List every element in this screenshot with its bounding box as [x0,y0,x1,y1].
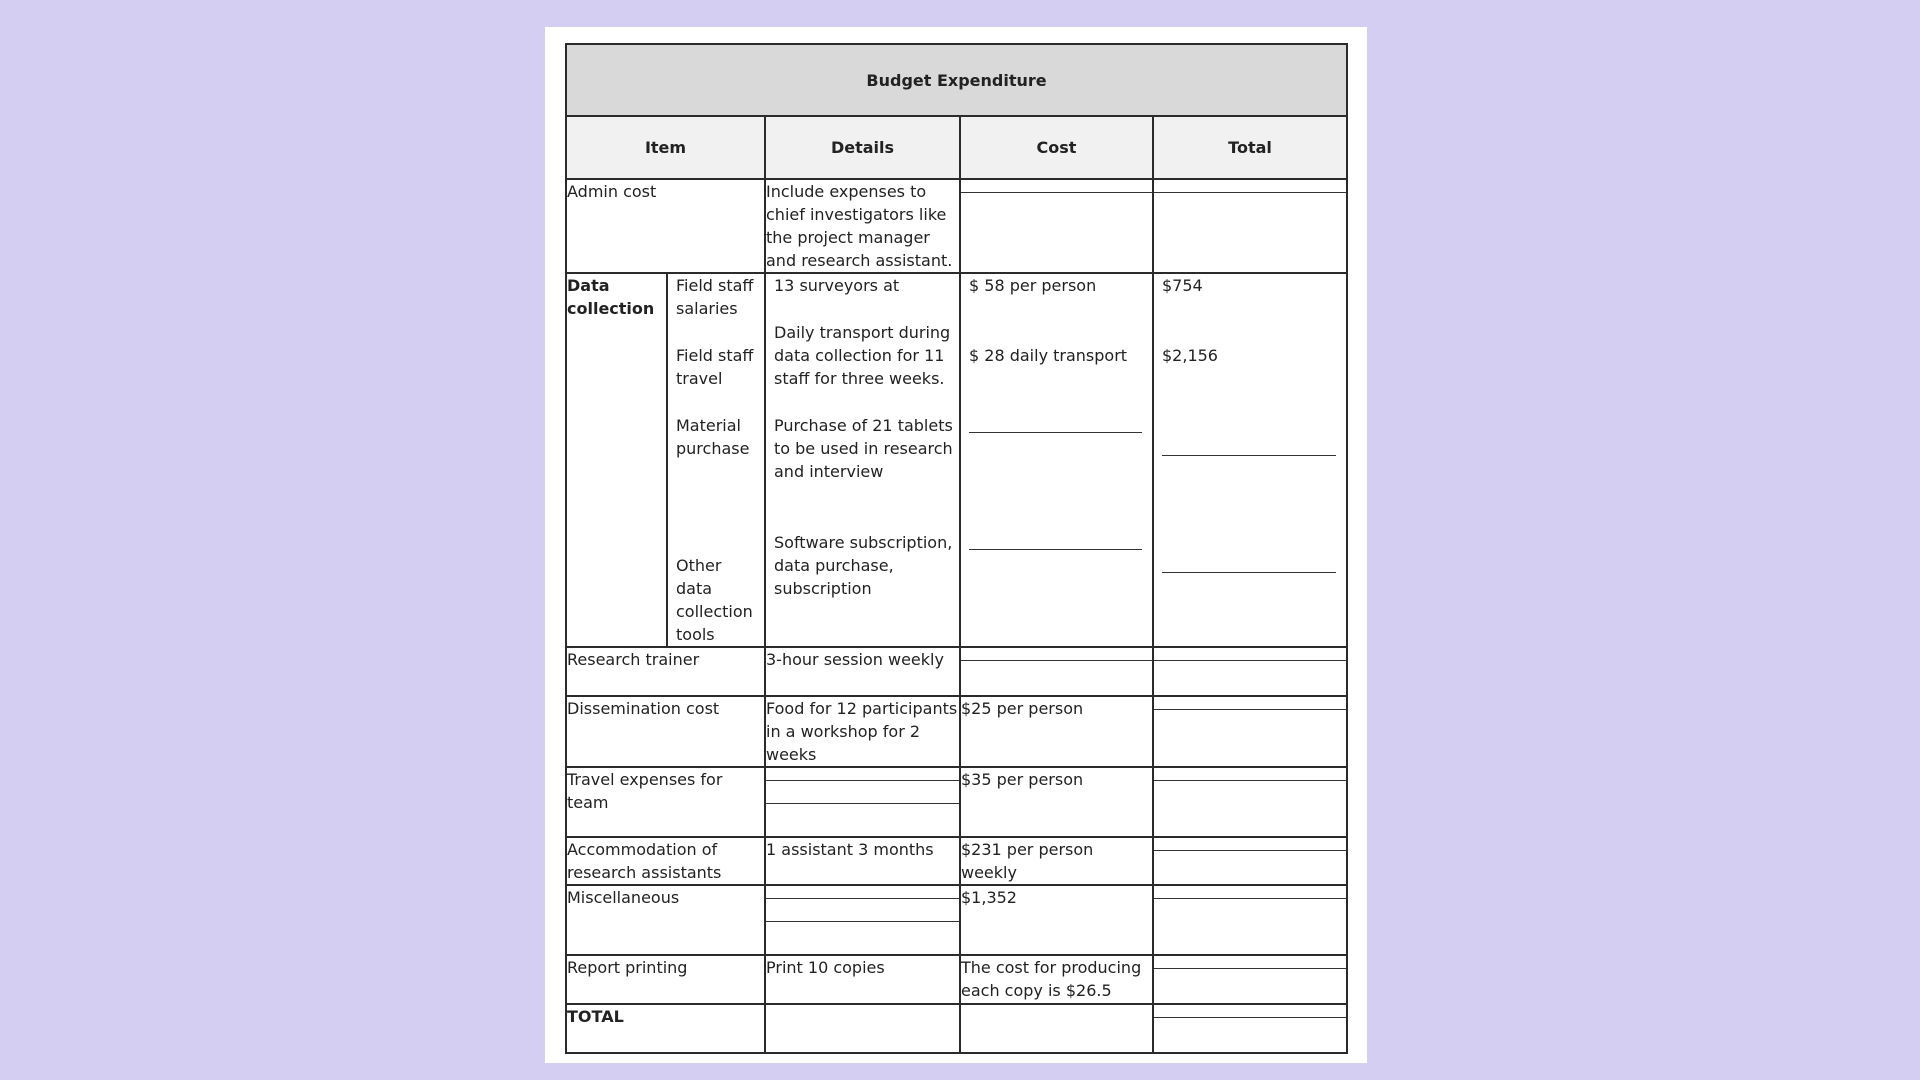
subitem-field-staff-travel: Field staff travel [676,346,754,388]
row-dissemination-cost: $25 per person [960,696,1153,767]
details-other-tools: Software subscription, data purchase, subscription [774,533,953,598]
row-data-collection-subitems [667,273,765,647]
row-research-trainer-total [1153,647,1347,696]
row-research-trainer-details: 3-hour session weekly [765,647,960,696]
row-research-trainer-item: Research trainer [566,647,765,696]
row-total-cost [960,1004,1153,1053]
row-misc-item: Miscellaneous [566,885,765,955]
subitem-material-purchase: Material purchase [676,416,750,458]
row-data-collection-total [1153,273,1347,647]
details-field-staff-travel: Daily transport during data collection for 11 staff for three weeks. [774,323,951,388]
table-row [566,1004,1347,1053]
table-row [566,885,1347,955]
table-title: Budget Expenditure [566,44,1347,116]
blank-line [1154,780,1346,781]
blank-line [1154,968,1346,969]
row-travel-team-details [765,767,960,837]
row-report-printing-details: Print 10 copies [765,955,960,1004]
row-accommodation-cost: $231 per person weekly [960,837,1153,885]
table-row [566,955,1347,1004]
blank-line [969,549,1142,550]
header-cost: Cost [960,116,1153,179]
row-data-collection-details [765,273,960,647]
blank-line [969,432,1142,433]
table-row [566,837,1347,885]
row-report-printing-total [1153,955,1347,1004]
blank-line [1154,192,1346,193]
blank-line [766,921,959,922]
row-total-total [1153,1004,1347,1053]
row-admin-total [1153,179,1347,273]
header-total: Total [1153,116,1347,179]
total-field-staff-salaries: $754 [1162,276,1203,295]
blank-line [961,660,1152,661]
header-details: Details [765,116,960,179]
blank-line [766,898,959,899]
details-field-staff-salaries: 13 surveyors at [774,276,900,295]
table-row [566,647,1347,696]
blank-line [766,803,959,804]
document-page [545,27,1367,1063]
row-admin-details: Include expenses to chief investigators like the project manager and research assistant. [765,179,960,273]
row-dissemination-total [1153,696,1347,767]
budget-table [565,43,1348,1054]
row-travel-team-cost: $35 per person [960,767,1153,837]
row-total-details [765,1004,960,1053]
blank-line [961,192,1152,193]
row-dissemination-item: Dissemination cost [566,696,765,767]
row-admin-cost [960,179,1153,273]
row-accommodation-details: 1 assistant 3 months [765,837,960,885]
row-misc-total [1153,885,1347,955]
row-report-printing-cost: The cost for producing each copy is $26.5 [960,955,1153,1004]
total-field-staff-travel: $2,156 [1162,346,1218,365]
row-accommodation-total [1153,837,1347,885]
blank-line [766,780,959,781]
blank-line [1154,709,1346,710]
row-report-printing-item: Report printing [566,955,765,1004]
row-data-collection-cost [960,273,1153,647]
blank-line [1154,850,1346,851]
header-item: Item [566,116,765,179]
table-row [566,767,1347,837]
subitem-other-tools: Other data collection tools [676,556,753,644]
table-row [566,273,1347,647]
blank-line [1162,455,1336,456]
row-travel-team-total [1153,767,1347,837]
row-data-collection-group: Data collection [566,273,667,647]
subitem-field-staff-salaries: Field staff salaries [676,276,754,318]
row-admin-item: Admin cost [566,179,765,273]
table-row [566,179,1347,273]
cost-field-staff-salaries: $ 58 per person [969,276,1097,295]
blank-line [1162,572,1336,573]
blank-line [1154,898,1346,899]
row-accommodation-item: Accommodation of research assistants [566,837,765,885]
cost-field-staff-travel: $ 28 daily transport [969,346,1128,365]
row-misc-details [765,885,960,955]
row-travel-team-item: Travel expenses for team [566,767,765,837]
row-misc-cost: $1,352 [960,885,1153,955]
table-row [566,696,1347,767]
details-material-purchase: Purchase of 21 tablets to be used in research and interview [774,416,953,481]
row-total-item: TOTAL [566,1004,765,1053]
row-research-trainer-cost [960,647,1153,696]
row-dissemination-details: Food for 12 participants in a workshop for 2 weeks [765,696,960,767]
blank-line [1154,660,1346,661]
blank-line [1154,1017,1346,1018]
